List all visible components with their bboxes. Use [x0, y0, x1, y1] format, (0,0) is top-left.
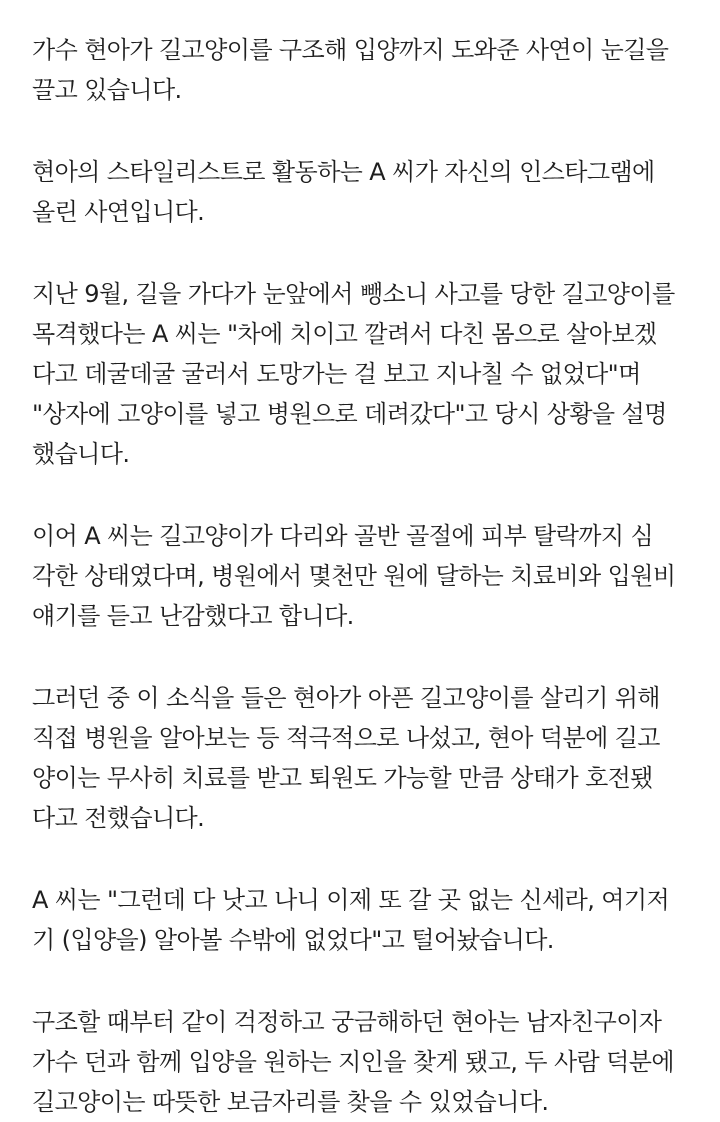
- text-line: 기 (입양을) 알아볼 수밖에 없었다"고 털어놨습니다.: [32, 926, 554, 954]
- paragraph-source: [32, 152, 692, 232]
- text-line: 길고양이는 따뜻한 보금자리를 찾을 수 있었습니다.: [32, 1088, 549, 1116]
- paragraph-help: [32, 678, 692, 838]
- text-line: 다고 데굴데굴 굴러서 도망가는 걸 보고 지나칠 수 없었다"며: [32, 360, 641, 388]
- text-line: 얘기를 듣고 난감했다고 합니다.: [32, 602, 354, 630]
- text-line: 직접 병원을 알아보는 등 적극적으로 나섰고, 현아 덕분에 길고: [32, 724, 660, 752]
- text-line: 했습니다.: [32, 440, 130, 468]
- text-line: 가수 현아가 길고양이를 구조해 입양까지 도와준 사연이 눈길을: [32, 36, 669, 64]
- paragraph-conclusion: [32, 1002, 692, 1122]
- text-line: 구조할 때부터 같이 걱정하고 궁금해하던 현아는 남자친구이자: [32, 1008, 662, 1036]
- text-line: 가수 던과 함께 입양을 원하는 지인을 찾게 됐고, 두 사람 덕분에: [32, 1048, 674, 1076]
- paragraph-intro: [32, 30, 692, 110]
- text-line: 그러던 중 이 소식을 들은 현아가 아픈 길고양이를 살리기 위해: [32, 684, 660, 712]
- text-line: 이어 A 씨는 길고양이가 다리와 골반 골절에 피부 탈락까지 심: [32, 522, 654, 550]
- paragraph-condition: [32, 516, 692, 636]
- article-body: [32, 30, 692, 1122]
- text-line: 다고 전했습니다.: [32, 804, 205, 832]
- text-line: 양이는 무사히 치료를 받고 퇴원도 가능할 만큼 상태가 호전됐: [32, 764, 653, 792]
- text-line: 현아의 스타일리스트로 활동하는 A 씨가 자신의 인스타그램에: [32, 158, 655, 186]
- text-line: A 씨는 "그런데 다 낫고 나니 이제 또 갈 곳 없는 신세라, 여기저: [32, 886, 670, 914]
- text-line: 지난 9월, 길을 가다가 눈앞에서 뺑소니 사고를 당한 길고양이를: [32, 280, 675, 308]
- paragraph-accident: [32, 274, 692, 474]
- text-line: 끌고 있습니다.: [32, 76, 182, 104]
- paragraph-adoption-search: [32, 880, 692, 960]
- text-line: 각한 상태였다며, 병원에서 몇천만 원에 달하는 치료비와 입원비: [32, 562, 676, 590]
- text-line: "상자에 고양이를 넣고 병원으로 데려갔다"고 당시 상황을 설명: [32, 400, 667, 428]
- text-line: 목격했다는 A 씨는 "차에 치이고 깔려서 다친 몸으로 살아보겠: [32, 320, 657, 348]
- text-line: 올린 사연입니다.: [32, 198, 205, 226]
